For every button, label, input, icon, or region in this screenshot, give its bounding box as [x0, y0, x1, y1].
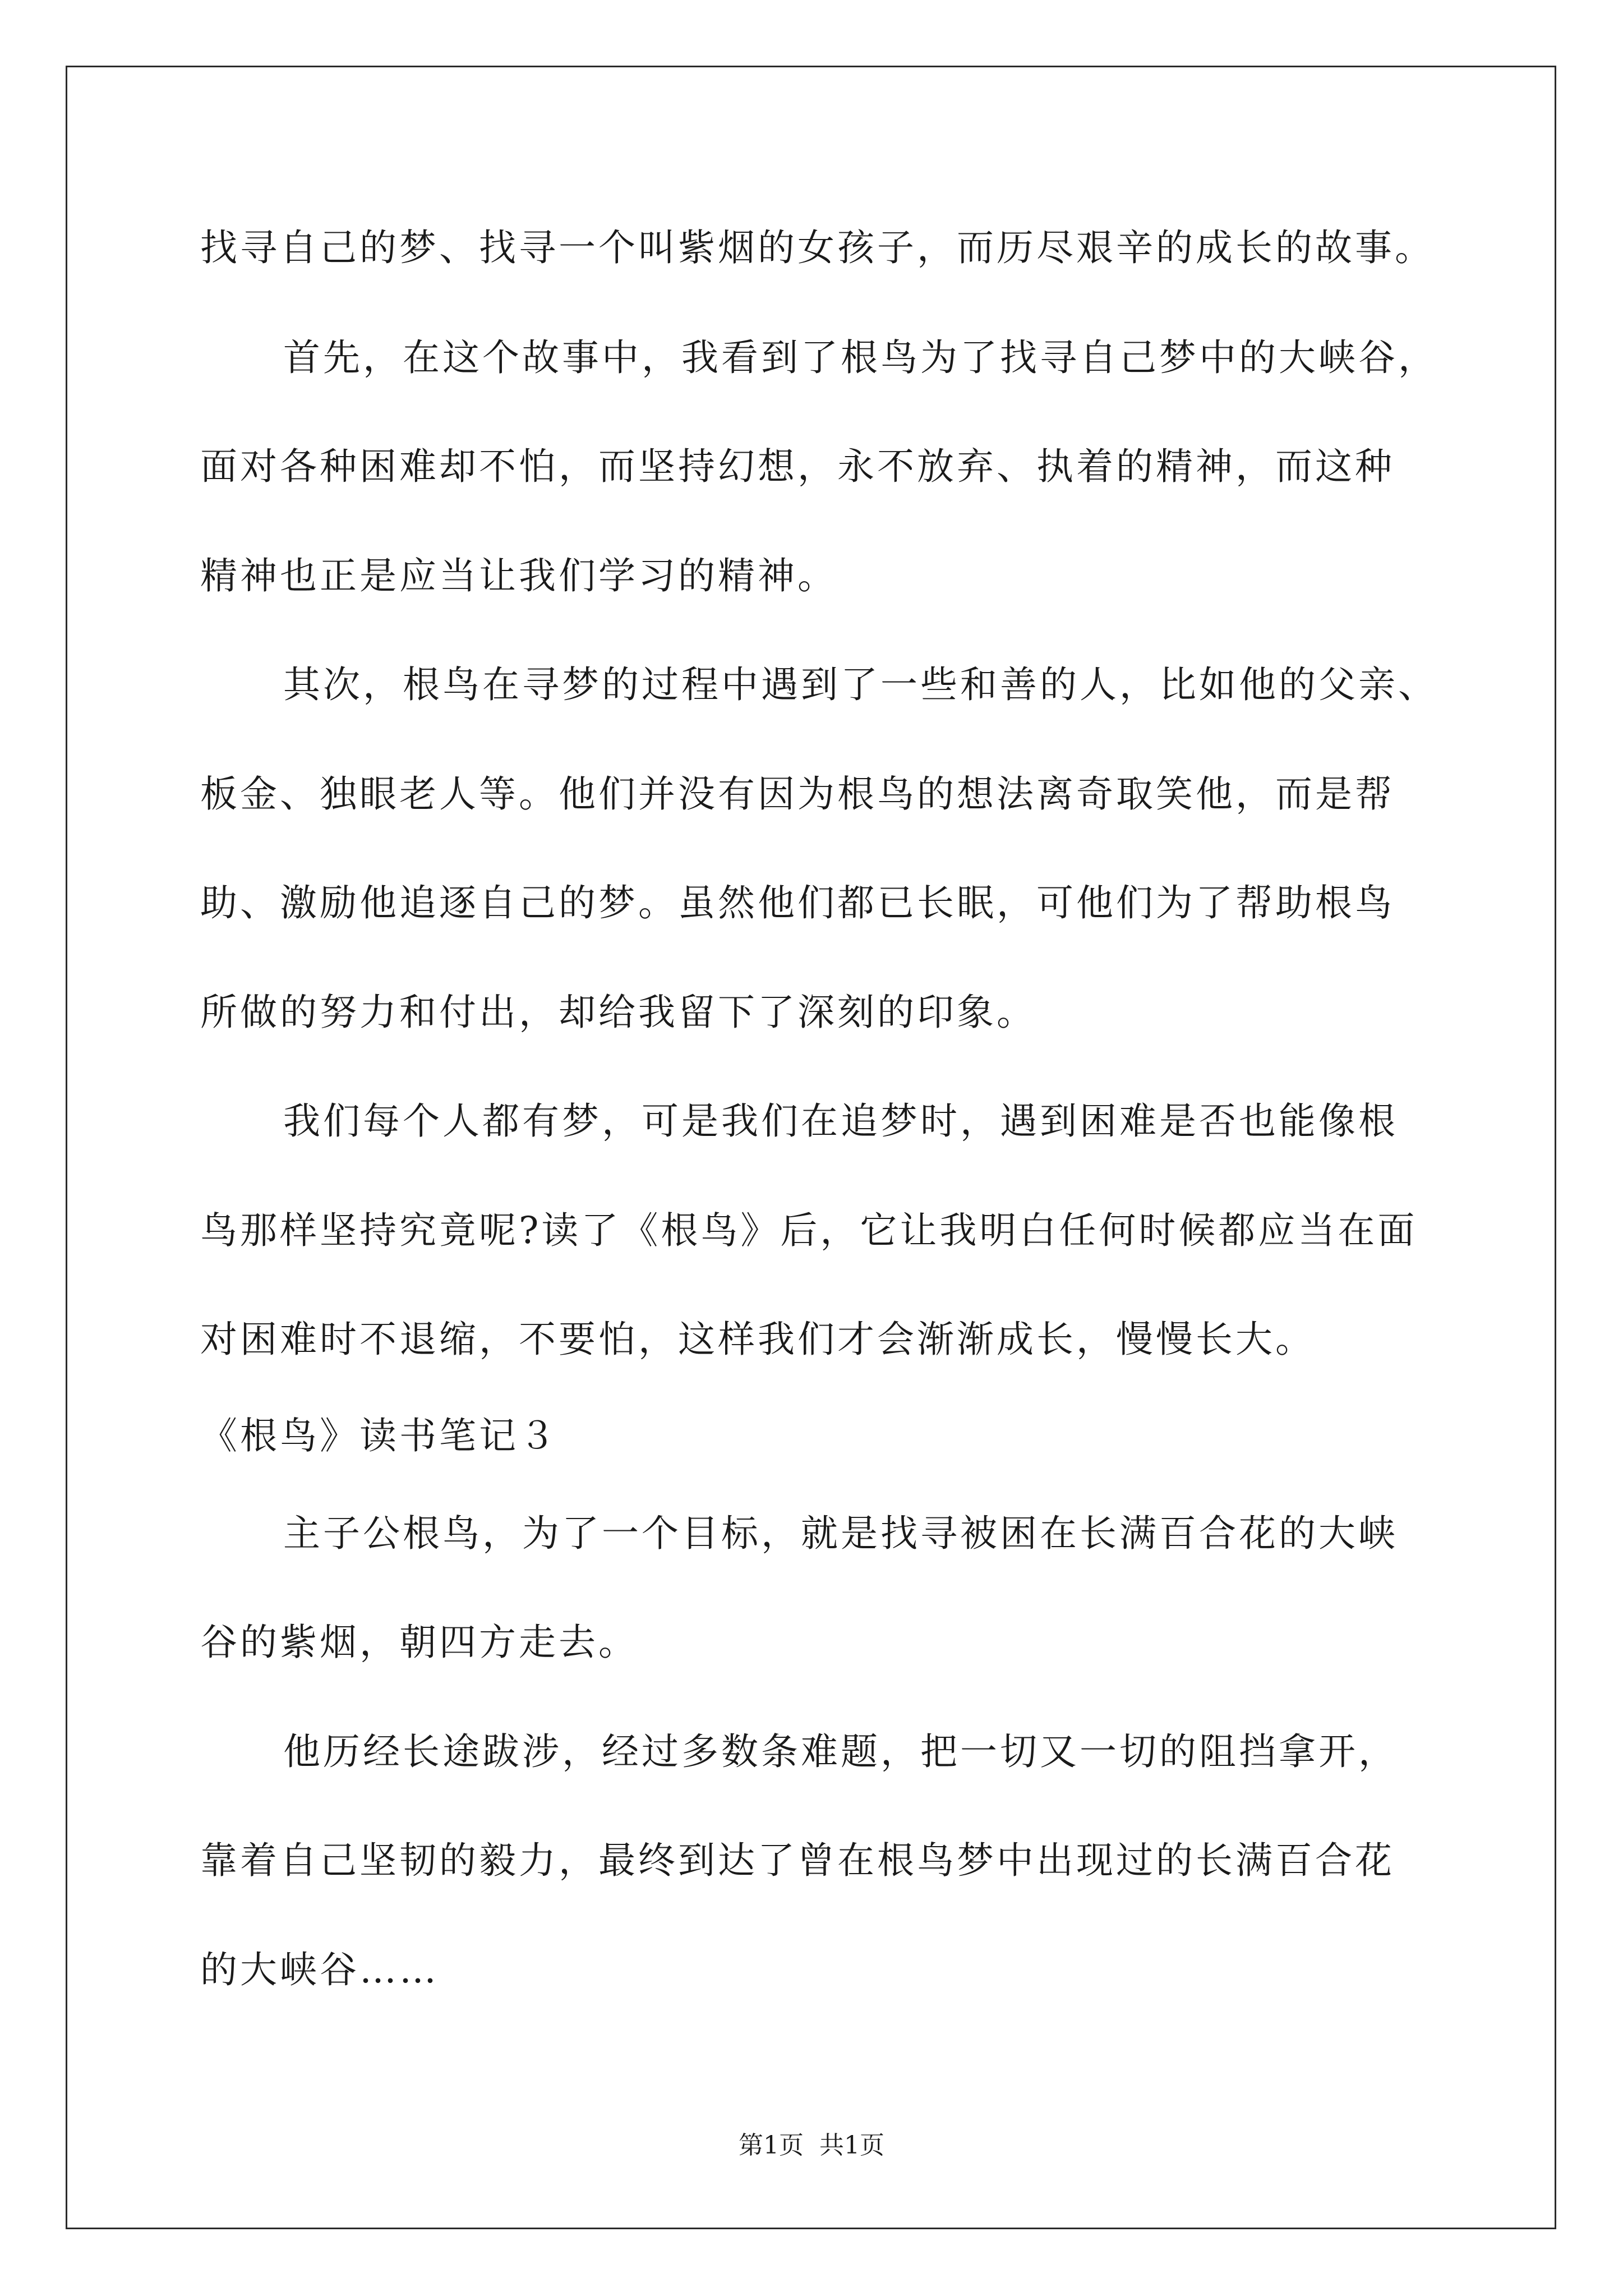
paragraph-first-line: 其次，根鸟在寻梦的过程中遇到了一些和善的人，比如他的父亲、	[283, 663, 1438, 706]
paragraph-first-line: 我们每个人都有梦，可是我们在追梦时，遇到困难是否也能像根	[283, 1099, 1398, 1143]
text-line: 板金、独眼老人等。他们并没有因为根鸟的想法离奇取笑他，而是帮	[200, 772, 1395, 816]
section-heading: 《根鸟》读书笔记３	[200, 1414, 559, 1457]
text-line: 谷的紫烟，朝四方走去。	[200, 1621, 638, 1664]
paragraph-first-line: 他历经长途跋涉，经过多数条难题，把一切又一切的阻挡拿开，	[283, 1730, 1398, 1773]
text-line: 对困难时不退缩，不要怕，这样我们才会渐渐成长，慢慢长大。	[200, 1318, 1315, 1361]
paragraph-first-line: 主子公根鸟，为了一个目标，就是找寻被困在长满百合花的大峡	[283, 1512, 1398, 1555]
page-total: 共1页	[819, 2131, 884, 2160]
page-footer	[0, 2129, 1623, 2162]
text-line: 精神也正是应当让我们学习的精神。	[200, 554, 837, 597]
text-line: 所做的努力和付出，却给我留下了深刻的印象。	[200, 991, 1036, 1034]
text-line: 的大峡谷……	[200, 1948, 439, 1991]
text-line: 助、激励他追逐自己的梦。虽然他们都已长眠，可他们为了帮助根鸟	[200, 881, 1395, 924]
text-line: 找寻自己的梦、找寻一个叫紫烟的女孩子，而历尽艰辛的成长的故事。	[200, 226, 1435, 269]
text-line: 鸟那样坚持究竟呢?读了《根鸟》后，它让我明白任何时候都应当在面	[200, 1209, 1418, 1252]
page-number: 第1页	[739, 2131, 804, 2160]
paragraph-first-line: 首先，在这个故事中，我看到了根鸟为了找寻自己梦中的大峡谷，	[283, 336, 1438, 379]
text-line: 靠着自己坚韧的毅力，最终到达了曾在根鸟梦中出现过的长满百合花	[200, 1839, 1395, 1882]
text-line: 面对各种困难却不怕，而坚持幻想，永不放弃、执着的精神，而这种	[200, 445, 1395, 488]
